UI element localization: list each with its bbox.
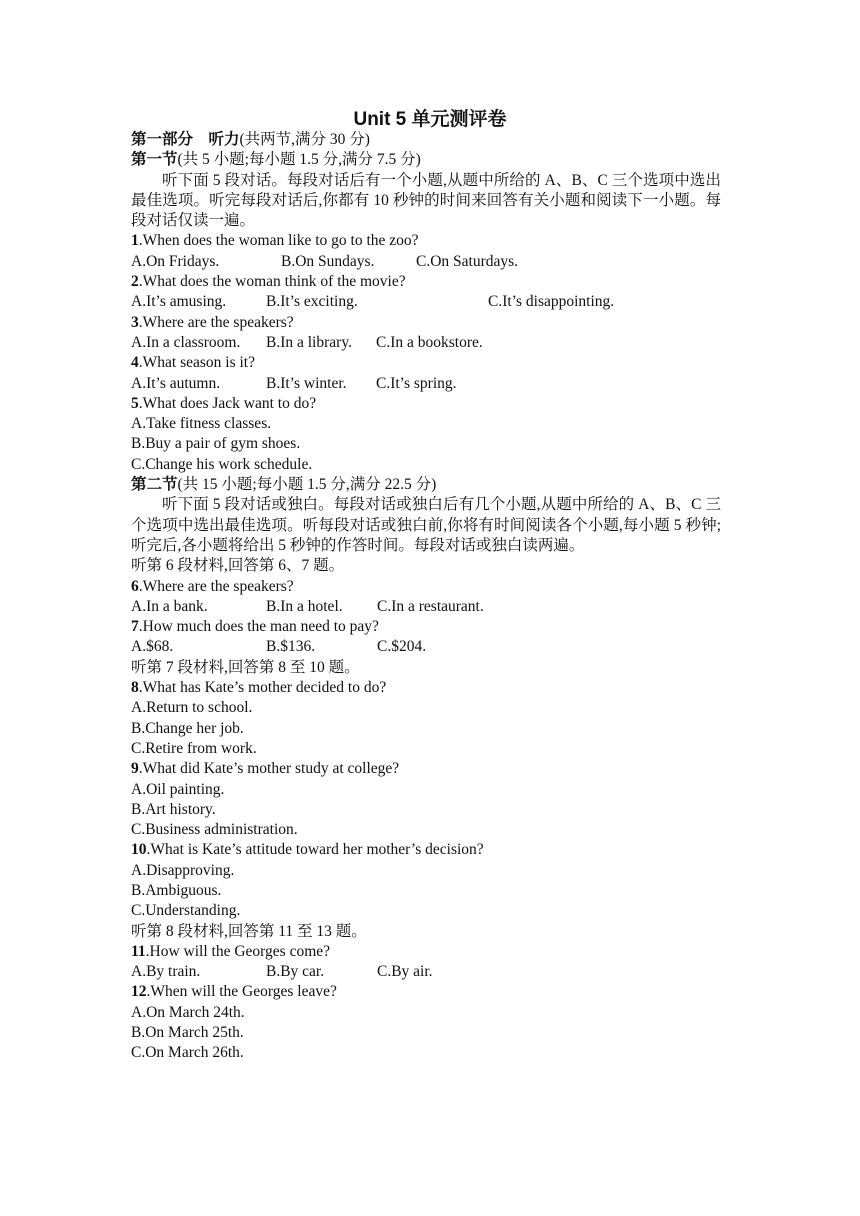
section2-note: (共 15 小题;每小题 1.5 分,满分 22.5 分) xyxy=(177,476,437,494)
question-text: .What has Kate’s mother decided to do? xyxy=(138,679,387,697)
option-c: C.Business administration. xyxy=(131,821,298,839)
question-text: .How will the Georges come? xyxy=(145,942,331,960)
option-c: C.On March 26th. xyxy=(131,1044,244,1062)
options-3 xyxy=(131,333,721,353)
option-b: B.It’s exciting. xyxy=(266,293,358,311)
option-c: C.Retire from work. xyxy=(131,739,257,757)
section1-title: 第一节 xyxy=(131,151,178,169)
question-text: .What does Jack want to do? xyxy=(138,394,317,412)
question-text: .Where are the speakers? xyxy=(138,577,294,595)
option-c: C.Change his work schedule. xyxy=(131,455,313,473)
section1-instructions: 听下面 5 段对话。每段对话后有一个小题,从题中所给的 A、B、C 三个选项中选出最佳选项。听完每段对话后,你都有 10 秒钟的时间来回答有关小题和阅读下一小题。每段对话仅读一遍。 xyxy=(131,171,721,230)
question-text: .What did Kate’s mother study at college? xyxy=(138,760,400,778)
question-7 xyxy=(131,617,721,637)
question-text: .What season is it? xyxy=(138,354,255,372)
question-number: 1 xyxy=(131,232,139,250)
option-c: C.On Saturdays. xyxy=(416,252,519,270)
option-c: C.Understanding. xyxy=(131,902,241,920)
option-a: A.$68. xyxy=(131,638,174,656)
question-1 xyxy=(131,231,721,251)
question-text: .Where are the speakers? xyxy=(138,313,294,331)
option-a: A.Disapproving. xyxy=(131,861,235,879)
option-a: A.Return to school. xyxy=(131,699,253,717)
question-text: .What does the woman think of the movie? xyxy=(138,273,406,291)
part1-title: 第一部分 听力 xyxy=(131,131,240,148)
option-b: B.On Sundays. xyxy=(281,252,375,270)
option-a: A.In a classroom. xyxy=(131,333,241,351)
option-a: A.By train. xyxy=(131,963,201,981)
question-number: 6 xyxy=(131,577,139,595)
question-10 xyxy=(131,840,721,860)
section2-title: 第二节 xyxy=(131,476,178,494)
question-5 xyxy=(131,394,721,414)
option-a: A.On March 24th. xyxy=(131,1003,245,1021)
part1-note: (共两节,满分 30 分) xyxy=(239,131,370,148)
option-c: C.It’s disappointing. xyxy=(488,293,615,311)
options-11 xyxy=(131,962,721,982)
option-c: C.In a restaurant. xyxy=(377,597,484,615)
question-3 xyxy=(131,313,721,333)
question-number: 7 xyxy=(131,618,139,636)
question-8 xyxy=(131,678,721,698)
question-number: 5 xyxy=(131,394,139,412)
options-2 xyxy=(131,292,721,312)
option-a: A.It’s amusing. xyxy=(131,293,227,311)
question-2 xyxy=(131,272,721,292)
option-c: C.In a bookstore. xyxy=(376,333,483,351)
question-text: .How much does the man need to pay? xyxy=(138,618,379,636)
options-6 xyxy=(131,597,721,617)
question-9 xyxy=(131,759,721,779)
option-b: B.In a hotel. xyxy=(266,597,343,615)
part1-heading xyxy=(131,130,721,150)
document-body xyxy=(131,130,721,1064)
options-1 xyxy=(131,252,721,272)
option-a: A.Oil painting. xyxy=(131,780,225,798)
question-number: 12 xyxy=(131,983,147,1001)
option-b: B.It’s winter. xyxy=(266,374,347,392)
options-7 xyxy=(131,637,721,657)
question-12 xyxy=(131,982,721,1002)
option-c: C.By air. xyxy=(377,963,433,981)
section1-heading xyxy=(131,150,721,170)
question-text: .What is Kate’s attitude toward her mother’s decision? xyxy=(146,841,484,859)
option-b: B.In a library. xyxy=(266,333,352,351)
question-number: 10 xyxy=(131,841,147,859)
option-b: B.Change her job. xyxy=(131,719,244,737)
question-number: 4 xyxy=(131,354,139,372)
option-b: B.On March 25th. xyxy=(131,1024,244,1042)
options-4 xyxy=(131,374,721,394)
option-a: A.On Fridays. xyxy=(131,252,220,270)
option-b: B.Art history. xyxy=(131,800,216,818)
question-4 xyxy=(131,353,721,373)
option-b: B.By car. xyxy=(266,963,325,981)
option-b: B.$136. xyxy=(266,638,316,656)
question-number: 9 xyxy=(131,760,139,778)
question-11 xyxy=(131,942,721,962)
question-number: 11 xyxy=(131,942,146,960)
page-title: Unit 5 单元测评卷 xyxy=(353,109,507,130)
question-number: 2 xyxy=(131,273,139,291)
question-text: .When will the Georges leave? xyxy=(146,983,337,1001)
material-7-note: 听第 7 段材料,回答第 8 至 10 题。 xyxy=(131,658,360,676)
question-6 xyxy=(131,577,721,597)
section2-instructions: 听下面 5 段对话或独白。每段对话或独白后有几个小题,从题中所给的 A、B、C 三个选项中选出最佳选项。听每段对话或独白前,你将有时间阅读各个小题,每小题 5 秒钟;听完后,各小题将给出 5 秒钟的作答时间。每段对话或独白读两遍。 xyxy=(131,496,721,554)
option-c: C.$204. xyxy=(377,638,427,656)
section2-heading xyxy=(131,475,721,495)
option-b: B.Buy a pair of gym shoes. xyxy=(131,435,301,453)
question-text: .When does the woman like to go to the zoo? xyxy=(138,232,419,250)
question-number: 3 xyxy=(131,313,139,331)
option-a: A.Take fitness classes. xyxy=(131,415,272,433)
section1-note: (共 5 小题;每小题 1.5 分,满分 7.5 分) xyxy=(177,151,421,169)
material-8-note: 听第 8 段材料,回答第 11 至 13 题。 xyxy=(131,922,367,940)
question-number: 8 xyxy=(131,679,139,697)
option-a: A.In a bank. xyxy=(131,597,208,615)
option-a: A.It’s autumn. xyxy=(131,374,221,392)
option-b: B.Ambiguous. xyxy=(131,881,222,899)
option-c: C.It’s spring. xyxy=(376,374,457,392)
material-6-note: 听第 6 段材料,回答第 6、7 题。 xyxy=(131,557,345,575)
